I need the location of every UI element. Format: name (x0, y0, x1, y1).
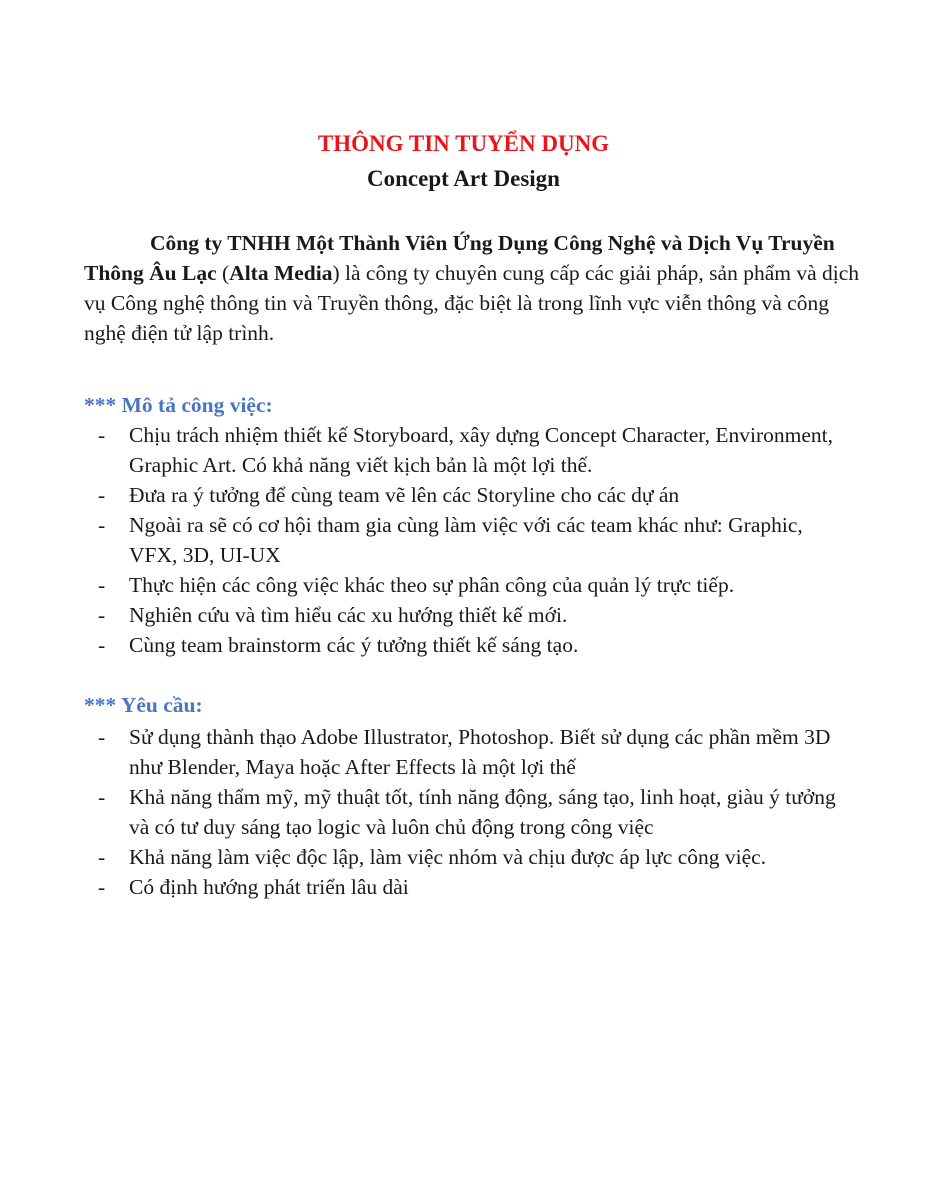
intro-rest: ) là công ty chuyên cung cấp các giải pháp, sản phẩm và dịch vụ Công nghệ thông tin và Truyền thông, đặc biệt là trong lĩnh vực viễn thông và công nghệ điện tử lập trình. (84, 261, 860, 345)
list-item-text: Sử dụng thành thạo Adobe Illustrator, Photoshop. Biết sử dụng các phần mềm 3D như Blender, Maya hoặc After Effects là một lợi thế (129, 725, 831, 779)
section-heading-job-description: *** Mô tả công việc: (84, 393, 273, 417)
bullet-dash: - (98, 483, 106, 507)
list-item-text: Cùng team brainstorm các ý tưởng thiết kế sáng tạo. (129, 633, 579, 657)
list-item-text: Ngoài ra sẽ có cơ hội tham gia cùng làm việc với các team khác như: Graphic, VFX, 3D, UI-UX (129, 513, 803, 567)
list-item (84, 510, 844, 570)
list-item (84, 570, 844, 600)
list-item-text: Nghiên cứu và tìm hiểu các xu hướng thiết kế mới. (129, 603, 568, 627)
list-item (84, 782, 844, 842)
bullet-dash: - (98, 845, 106, 869)
page-subtitle: Concept Art Design (367, 166, 560, 191)
bullet-dash: - (98, 875, 106, 899)
bullet-dash: - (98, 633, 106, 657)
section-heading-requirements: *** Yêu cầu: (84, 693, 203, 717)
bullet-dash: - (98, 725, 106, 749)
list-item (84, 630, 844, 660)
paren-open: ( (216, 261, 230, 285)
list-item-text: Có định hướng phát triển lâu dài (129, 875, 409, 899)
list-item-text: Thực hiện các công việc khác theo sự phân công của quản lý trực tiếp. (129, 573, 735, 597)
bullet-dash: - (98, 573, 106, 597)
bullet-dash: - (98, 603, 106, 627)
list-item (84, 420, 844, 480)
company-brand: Alta Media (229, 261, 333, 285)
bullet-dash: - (98, 513, 106, 537)
list-item (84, 872, 844, 902)
requirements-list (84, 722, 844, 902)
bullet-dash: - (98, 785, 106, 809)
list-item (84, 480, 844, 510)
job-description-list (84, 420, 844, 660)
list-item (84, 600, 844, 630)
list-item (84, 842, 844, 872)
list-item-text: Chịu trách nhiệm thiết kế Storyboard, xây dựng Concept Character, Environment, Graphic Art. Có khả năng viết kịch bản là một lợi thế. (129, 423, 833, 477)
intro-paragraph (84, 228, 864, 348)
list-item-text: Khả năng làm việc độc lập, làm việc nhóm và chịu được áp lực công việc. (129, 845, 767, 869)
page-title: THÔNG TIN TUYỂN DỤNG (317, 131, 610, 156)
company-name: Công ty TNHH Một Thành Viên Ứng Dụng Công Nghệ và Dịch Vụ Truyền Thông Âu Lạc (84, 231, 835, 285)
list-item-text: Đưa ra ý tưởng để cùng team vẽ lên các Storyline cho các dự án (129, 483, 680, 507)
bullet-dash: - (98, 423, 106, 447)
list-item (84, 722, 844, 782)
list-item-text: Khả năng thẩm mỹ, mỹ thuật tốt, tính năng động, sáng tạo, linh hoạt, giàu ý tưởng và có tư duy sáng tạo logic và luôn chủ động trong công việc (129, 785, 836, 839)
